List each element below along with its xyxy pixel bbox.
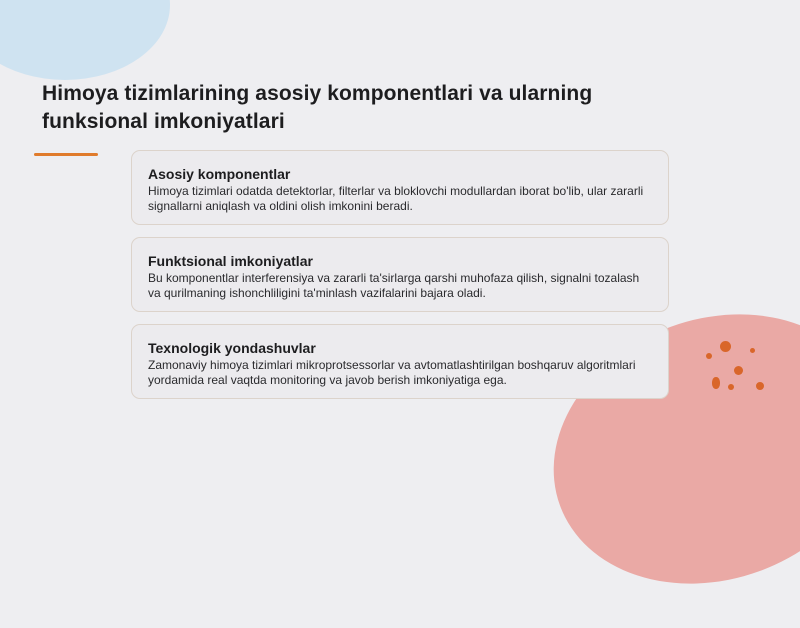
card-funktsional-imkoniyatlar [131, 237, 669, 312]
card-body: Bu komponentlar interferensiya va zararli ta'sirlarga qarshi muhofaza qilish, signalni tozalash va qurilmaning ishonchliligini ta'minlash vazifalarini bajara oladi. [148, 271, 640, 300]
decorative-blue-blob [0, 0, 170, 80]
card-title: Asosiy komponentlar [148, 166, 291, 182]
card-title: Funktsional imkoniyatlar [148, 253, 313, 269]
card-title: Texnologik yondashuvlar [148, 340, 316, 356]
card-body: Himoya tizimlari odatda detektorlar, filterlar va bloklovchi modullardan iborat bo'lib, ular zararli signallarni aniqlash va oldini olish imkonini beradi. [148, 184, 644, 213]
card-asosiy-komponentlar [131, 150, 669, 225]
card-texnologik-yondashuvlar [131, 324, 669, 399]
title-accent-line [34, 153, 98, 156]
card-body: Zamonaviy himoya tizimlari mikroprotsessorlar va avtomatlashtirilgan boshqaruv algoritmlari yordamida real vaqtda monitoring va javob berish imkoniyatiga ega. [148, 358, 636, 387]
slide-title: Himoya tizimlarining asosiy komponentlari va ularning funksional imkoniyatlari [42, 82, 593, 133]
